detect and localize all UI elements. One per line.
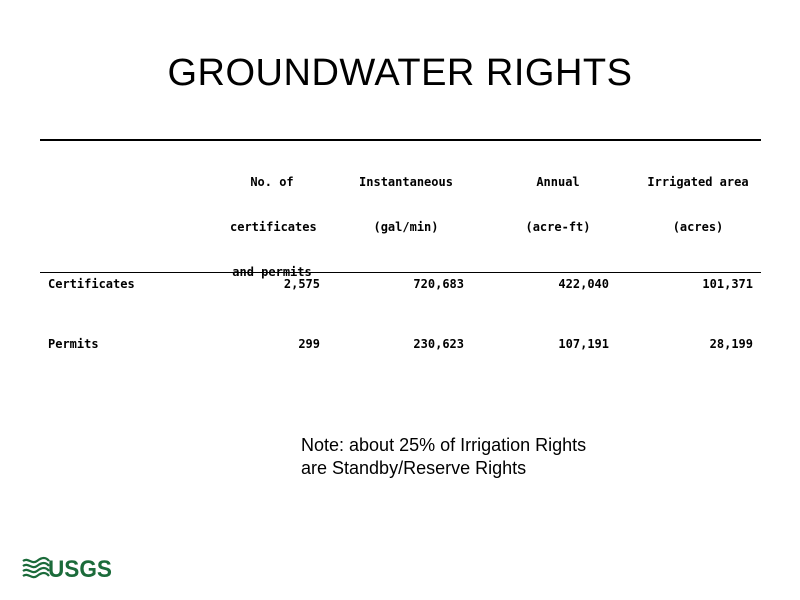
column-header-line: No. of bbox=[250, 175, 294, 189]
row-label: Certificates bbox=[48, 277, 135, 291]
usgs-logo-text: USGS bbox=[48, 556, 112, 581]
cell-instantaneous: 230,623 bbox=[413, 337, 464, 351]
column-header-irrigated-area bbox=[642, 145, 754, 265]
footnote-line: Note: about 25% of Irrigation Rights bbox=[301, 435, 587, 455]
footnote-line: are Standby/Reserve Rights bbox=[301, 458, 527, 478]
cell-count: 299 bbox=[298, 337, 320, 351]
cell-annual: 107,191 bbox=[558, 337, 609, 351]
cell-instantaneous: 720,683 bbox=[413, 277, 464, 291]
column-header-line: (acre-ft) bbox=[525, 220, 591, 234]
cell-irrigated-area: 28,199 bbox=[709, 337, 753, 351]
table-header-rule bbox=[40, 272, 761, 273]
column-header-line: Annual bbox=[536, 175, 580, 189]
column-header-instantaneous bbox=[353, 145, 459, 265]
column-header-line: and permits bbox=[232, 265, 312, 279]
column-header-line: (gal/min) bbox=[373, 220, 439, 234]
slide-title: GROUNDWATER RIGHTS bbox=[167, 52, 633, 94]
column-header-line: Irrigated area bbox=[647, 175, 749, 189]
footnote bbox=[301, 434, 586, 480]
row-label: Permits bbox=[48, 337, 99, 351]
cell-irrigated-area: 101,371 bbox=[702, 277, 753, 291]
column-header-line: certificates bbox=[230, 220, 317, 234]
column-header-annual bbox=[522, 145, 594, 265]
cell-annual: 422,040 bbox=[558, 277, 609, 291]
table-top-rule bbox=[40, 139, 761, 141]
cell-count: 2,575 bbox=[283, 277, 320, 291]
column-header-line: (acres) bbox=[672, 220, 724, 234]
usgs-logo bbox=[22, 555, 114, 581]
column-header-line: Instantaneous bbox=[359, 175, 453, 189]
usgs-wave-mark bbox=[23, 558, 49, 577]
